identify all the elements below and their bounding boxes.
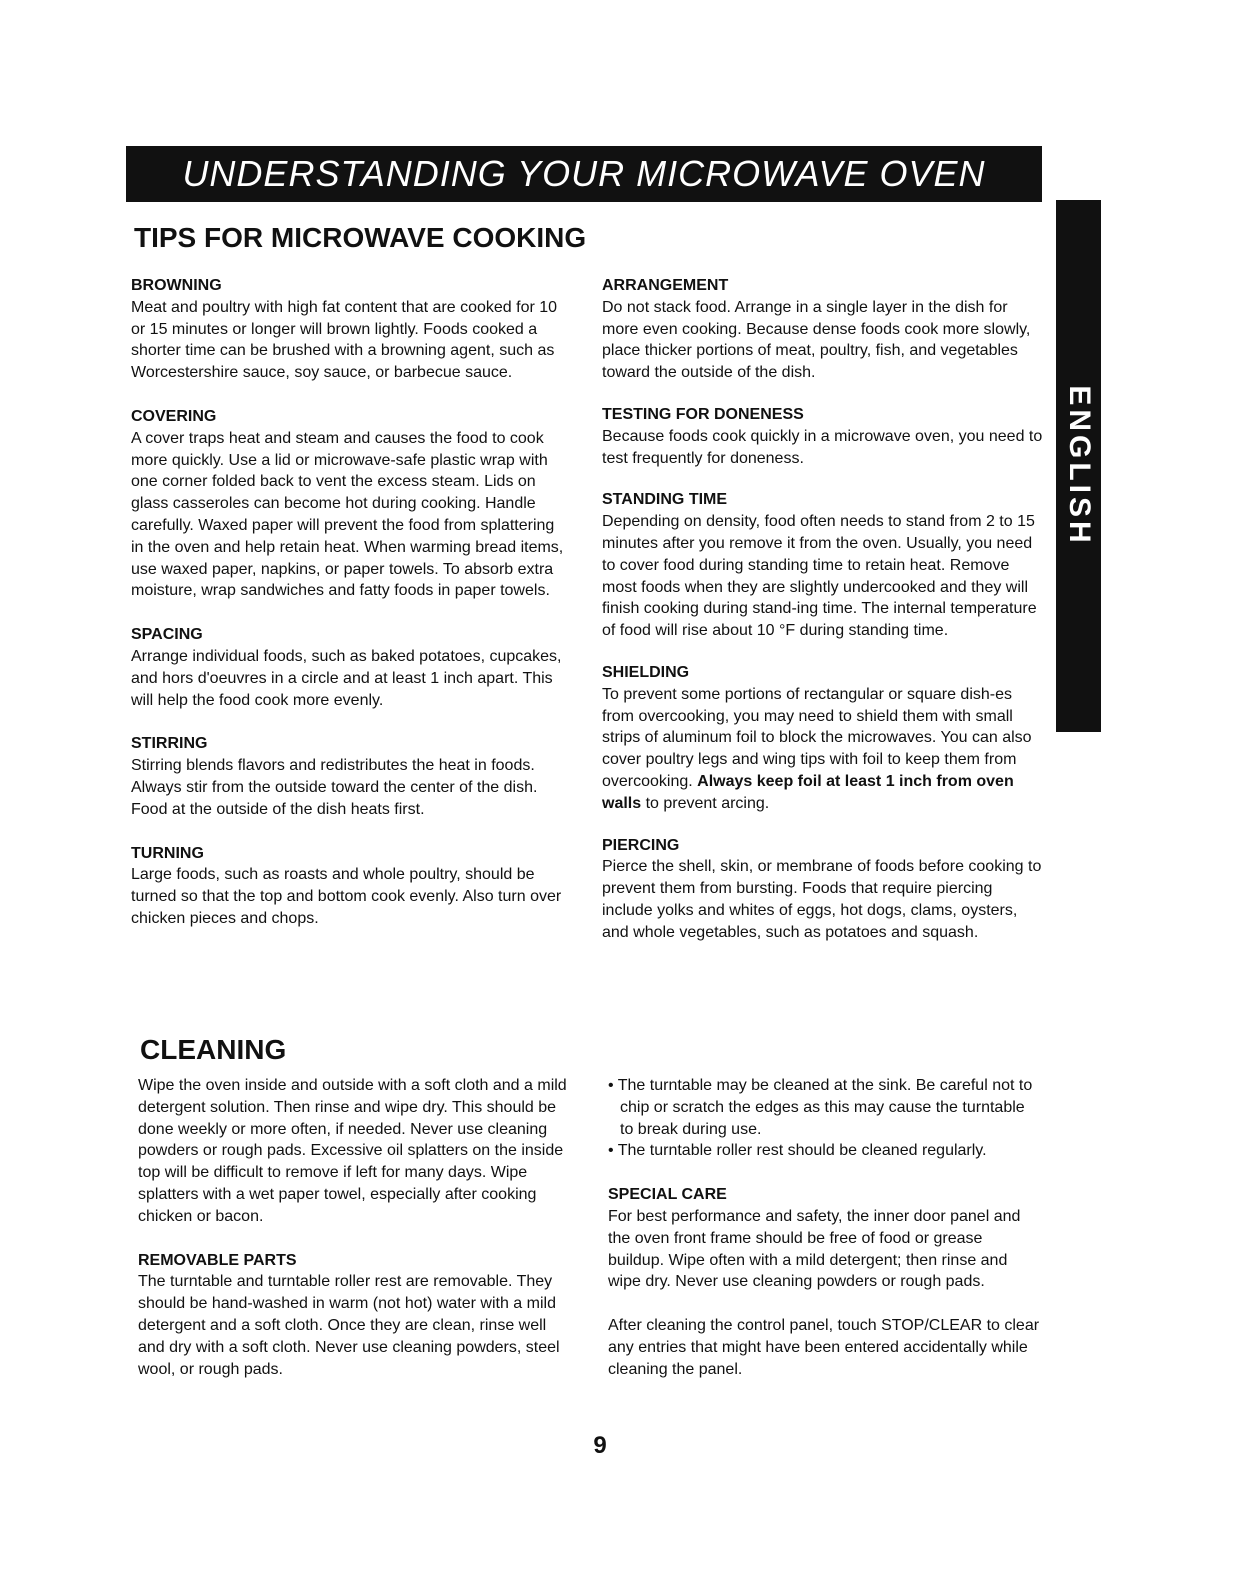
shielding-section bbox=[602, 662, 1047, 815]
cleaning-right-column bbox=[608, 1075, 1040, 1399]
section-title: SPACING bbox=[131, 626, 203, 644]
section-body: Depending on density, food often needs to stand from 2 to 15 minutes after you remove it from the oven. Usually, you need to cover food during standing time to retain heat. Remove most foods when they are slightly undercooked and they will finish cooking during stand-ing time. The internal temperature of food will rise about 10 °F during standing time. bbox=[602, 513, 1037, 640]
turning-section bbox=[131, 843, 571, 930]
section-title: TESTING FOR DONENESS bbox=[602, 405, 804, 423]
spacing-section bbox=[131, 624, 571, 711]
section-body: Wipe the oven inside and outside with a soft cloth and a mild detergent solution. Then rinse and wipe dry. This should be done weekly or more often, if needed. Never use cleaning powders or rough pads. Excessive oil splatters on the inside top will be difficult to remove if left for many days. Wipe splatters with a wet paper towel, especially after cooking chicken or bacon. bbox=[138, 1077, 567, 1225]
shielding-text: To prevent some portions of rectangular or square dish-es from overcooking, you may need to shield them with small strips of aluminum foil to block the microwaves. You can also cover poultry legs and wing tips with foil to keep them from overcooking. bbox=[602, 685, 1032, 790]
section-title: SHIELDING bbox=[602, 663, 690, 681]
section-body: Stirring blends flavors and redistributes the heat in foods. Always stir from the outside toward the center of the dish. Food at the outside of the dish heats first. bbox=[131, 757, 538, 818]
section-body: Arrange individual foods, such as baked potatoes, cupcakes, and hors d'oeuvres in a circle and at least 1 inch apart. This will help the food cook more evenly. bbox=[131, 647, 562, 709]
shielding-warning: Always keep foil at least 1 inch from oven walls bbox=[602, 772, 1014, 812]
page-number: 9 bbox=[593, 1432, 607, 1459]
section-title: STIRRING bbox=[131, 735, 208, 753]
section-title: REMOVABLE PARTS bbox=[138, 1251, 297, 1269]
section-title: ARRANGEMENT bbox=[602, 277, 729, 294]
cleaning-intro bbox=[138, 1075, 570, 1228]
section-body: Do not stack food. Arrange in a single layer in the dish for more even cooking. Because dense foods cook more slowly, place thicker portions of meat, poultry, fish, and vegetables toward the outside of the dish. bbox=[602, 298, 1031, 382]
cleaning-left-column bbox=[138, 1075, 570, 1398]
section-title: COVERING bbox=[131, 407, 217, 425]
section-title: SPECIAL CARE bbox=[608, 1186, 727, 1204]
bullet-item: • The turntable may be cleaned at the sink. Be careful not to chip or scratch the edges as this may cause the turntable to break during use. bbox=[608, 1077, 1033, 1138]
section-body: A cover traps heat and steam and causes the food to cook more quickly. Use a lid or microwave-safe plastic wrap with one corner folded back to vent the excess steam. Lids on glass casseroles can become hot during cooking. Handle carefully. Waxed paper will prevent the food from splattering in the oven and help retain heat. When warming bread items, use waxed paper, napkins, or paper towels. To absorb extra moisture, wrap sandwiches and fatty foods in paper towels. bbox=[131, 429, 564, 600]
section-body: Pierce the shell, skin, or membrane of foods before cooking to prevent them from bursting. Foods that require piercing include yolks and whites of eggs, hot dogs, clams, oysters, and whole vegetables, such as potatoes and squash. bbox=[602, 858, 1042, 941]
browning-section bbox=[131, 275, 571, 384]
standing-time-section bbox=[602, 489, 1047, 642]
tips-right-column bbox=[602, 275, 1047, 962]
section-title: BROWNING bbox=[131, 277, 222, 294]
arrangement-section bbox=[602, 275, 1047, 384]
section-body: Because foods cook quickly in a microwave oven, you need to test frequently for doneness. bbox=[602, 427, 1043, 467]
testing-doneness-section bbox=[602, 404, 1047, 469]
covering-section bbox=[131, 406, 571, 602]
section-body bbox=[602, 684, 1047, 815]
special-care-section bbox=[608, 1184, 1040, 1293]
section-title: PIERCING bbox=[602, 836, 680, 854]
section-body: Meat and poultry with high fat content that are cooked for 10 or 15 minutes or longer will brown lightly. Foods cooked a shorter time can be brushed with a browning agent, such as Worcestershire sauce, soy sauce, or barbecue sauce. bbox=[131, 298, 558, 382]
section-body: After cleaning the control panel, touch STOP/CLEAR to clear any entries that might have been entered accidentally while cleaning the panel. bbox=[608, 1317, 1040, 1378]
turntable-bullets bbox=[608, 1075, 1040, 1162]
section-title: TURNING bbox=[131, 844, 204, 862]
cleaning-heading: CLEANING bbox=[140, 1034, 287, 1065]
shielding-tail: to prevent arcing. bbox=[645, 794, 770, 812]
section-body: For best performance and safety, the inner door panel and the oven front frame should be free of food or grease buildup. Wipe often with a mild detergent; then rinse and wipe dry. Never use cleaning powders or rough pads. bbox=[608, 1207, 1021, 1291]
section-body: Large foods, such as roasts and whole poultry, should be turned so that the top and bottom cook evenly. Also turn over chicken pieces and chops. bbox=[131, 866, 562, 927]
bullet-item: • The turntable roller rest should be cleaned regularly. bbox=[608, 1142, 987, 1160]
section-title: STANDING TIME bbox=[602, 491, 728, 509]
piercing-section bbox=[602, 835, 1047, 944]
tips-left-column bbox=[131, 275, 571, 948]
removable-parts-section bbox=[138, 1250, 570, 1381]
language-tab-label: ENGLISH bbox=[1062, 385, 1096, 547]
section-body: The turntable and turntable roller rest are removable. They should be hand-washed in warm (not hot) water with a mild detergent and a soft cloth. Once they are clean, rinse well and dry with a soft cloth. Never use cleaning powders, steel wool, or rough pads. bbox=[138, 1273, 560, 1378]
tips-heading: TIPS FOR MICROWAVE COOKING bbox=[134, 222, 587, 253]
section-banner: UNDERSTANDING YOUR MICROWAVE OVEN bbox=[126, 146, 1042, 202]
after-cleaning-note bbox=[608, 1315, 1040, 1380]
language-tab bbox=[1056, 200, 1101, 732]
stirring-section bbox=[131, 733, 571, 820]
